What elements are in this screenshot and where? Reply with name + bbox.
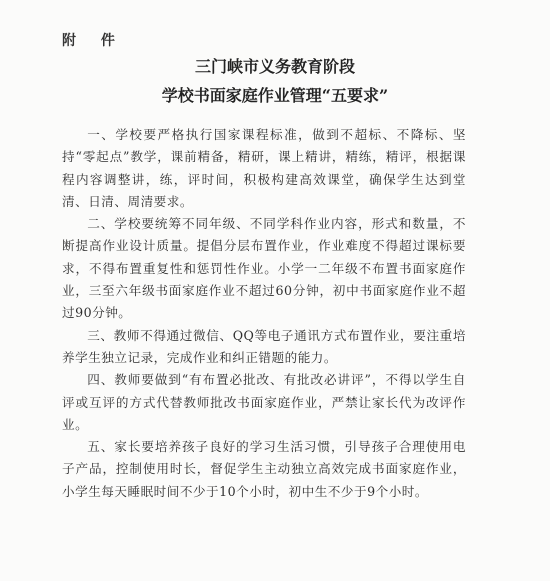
paragraph-1: 一、学校要严格执行国家课程标准，做到不超标、不降标、坚持“零起点”教学，课前精备，精研，课上精讲，精练，精评，根据课程内容调整讲，练，评时间，积极构建高效课堂，确保学生达到堂清、日清、周清要求。: [62, 127, 466, 209]
document-body: [62, 124, 466, 503]
paragraph-4: 四、教师要做到“有布置必批改、有批改必讲评”，不得以学生自评或互评的方式代替教师批改书面家庭作业，严禁让家长代为改评作业。: [62, 372, 466, 432]
paragraph-2: 二、学校要统筹不同年级、不同学科作业内容，形式和数量，不断提高作业设计质量。提倡分层布置作业，作业难度不得超过课标要求，不得布置重复性和惩罚性作业。小学一二年级不布置书面家庭作业，三至六年级书面家庭作业不超过60分钟，初中书面家庭作业不超过90分钟。: [62, 216, 466, 321]
document-title-line2: 学校书面家庭作业管理“五要求”: [161, 86, 389, 105]
document-title-line1: 三门峡市义务教育阶段: [194, 57, 355, 76]
paragraph-3: 三、教师不得通过微信、QQ等电子通讯方式布置作业，要注重培养学生独立记录，完成作业和纠正错题的能力。: [62, 327, 466, 365]
attachment-label: 附 件: [62, 33, 125, 49]
paragraph-5: 五、家长要培养孩子良好的学习生活习惯，引导孩子合理使用电子产品，控制使用时长，督促学生主动独立高效完成书面家庭作业，小学生每天睡眠时间不少于10个小时，初中生不少于9个小时。: [62, 439, 466, 499]
